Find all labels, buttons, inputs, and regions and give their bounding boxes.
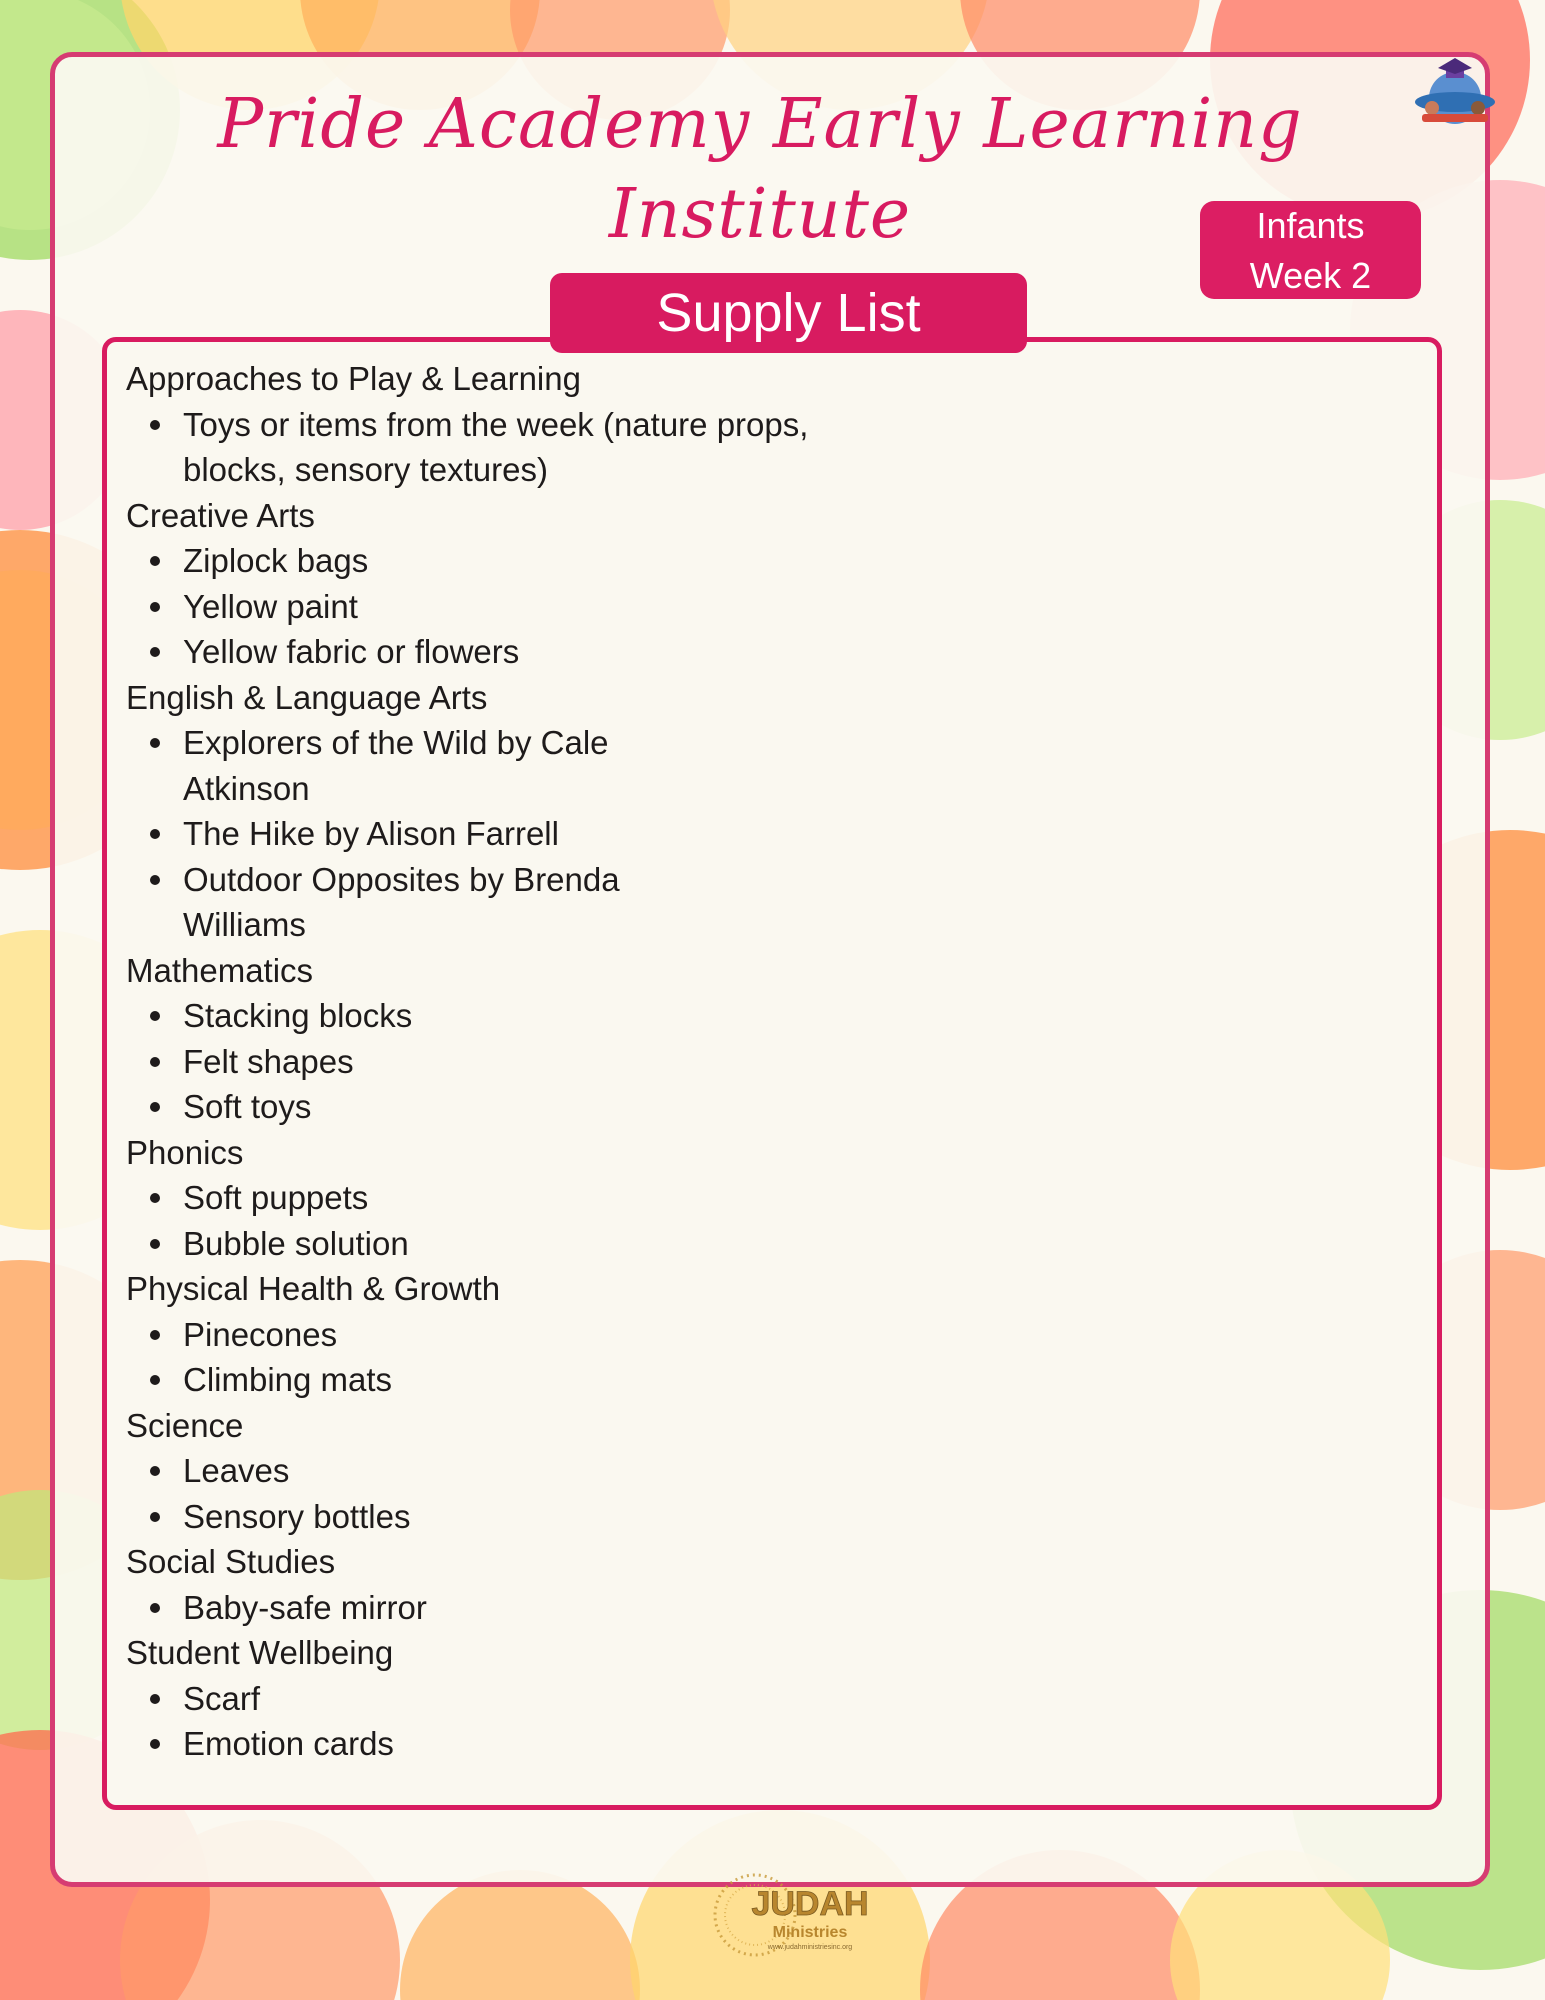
section [126,356,826,493]
section [126,675,826,948]
list-item: Bubble solution [126,1221,826,1267]
list-item: Explorers of the Wild by Cale Atkinson [126,720,613,811]
footer-brand-sub: Ministries [772,1924,848,1941]
section [126,1130,826,1267]
section-heading: Approaches to Play & Learning [126,360,581,397]
list-item: Yellow paint [126,584,826,630]
section [126,1403,826,1540]
supply-list [126,356,826,1767]
section [126,948,826,1130]
section-heading: Mathematics [126,951,314,989]
list-item: Toys or items from the week (nature props, blocks, sensory textures) [126,402,826,493]
section-heading: Physical Health & Growth [126,1270,501,1307]
footer-brand: JUDAH [751,1885,869,1923]
list-item: Emotion cards [126,1721,826,1767]
section [126,493,826,675]
grade-label: Infants [1256,205,1365,246]
list-item: The Hike by Alison Farrell [126,811,826,857]
section-heading: Phonics [126,1133,244,1171]
list-item: Scarf [126,1676,826,1722]
list-item: Stacking blocks [126,993,826,1039]
section [126,1266,826,1403]
list-item: Climbing mats [126,1357,826,1403]
pride-academy-logo-icon [1412,52,1498,130]
supply-list-tab: Supply List [550,273,1027,353]
section-heading: Student Wellbeing [126,1634,394,1671]
section-heading: Social Studies [126,1543,336,1580]
list-item: Soft puppets [126,1175,826,1221]
list-item: Leaves [126,1448,826,1494]
section-heading: English & Language Arts [126,678,488,716]
list-item: Ziplock bags [126,538,826,584]
section [126,1630,826,1767]
list-item: Pinecones [126,1312,826,1358]
list-item: Sensory bottles [126,1494,826,1540]
judah-ministries-logo [705,1865,895,1965]
list-item: Outdoor Opposites by Brenda Williams [126,857,633,948]
grade-week-badge [1200,201,1421,299]
week-label: Week 2 [1249,255,1372,296]
footer-url: www.judahministriesinc.org [767,1944,853,1951]
list-item: Felt shapes [126,1039,826,1085]
list-item: Baby-safe mirror [126,1585,826,1631]
section-heading: Science [126,1406,244,1444]
section-heading: Creative Arts [126,496,315,534]
section [126,1539,826,1630]
list-item: Yellow fabric or flowers [126,629,826,675]
page-title: Pride Academy Early Learning Institute [217,85,1303,254]
list-item: Soft toys [126,1084,826,1130]
